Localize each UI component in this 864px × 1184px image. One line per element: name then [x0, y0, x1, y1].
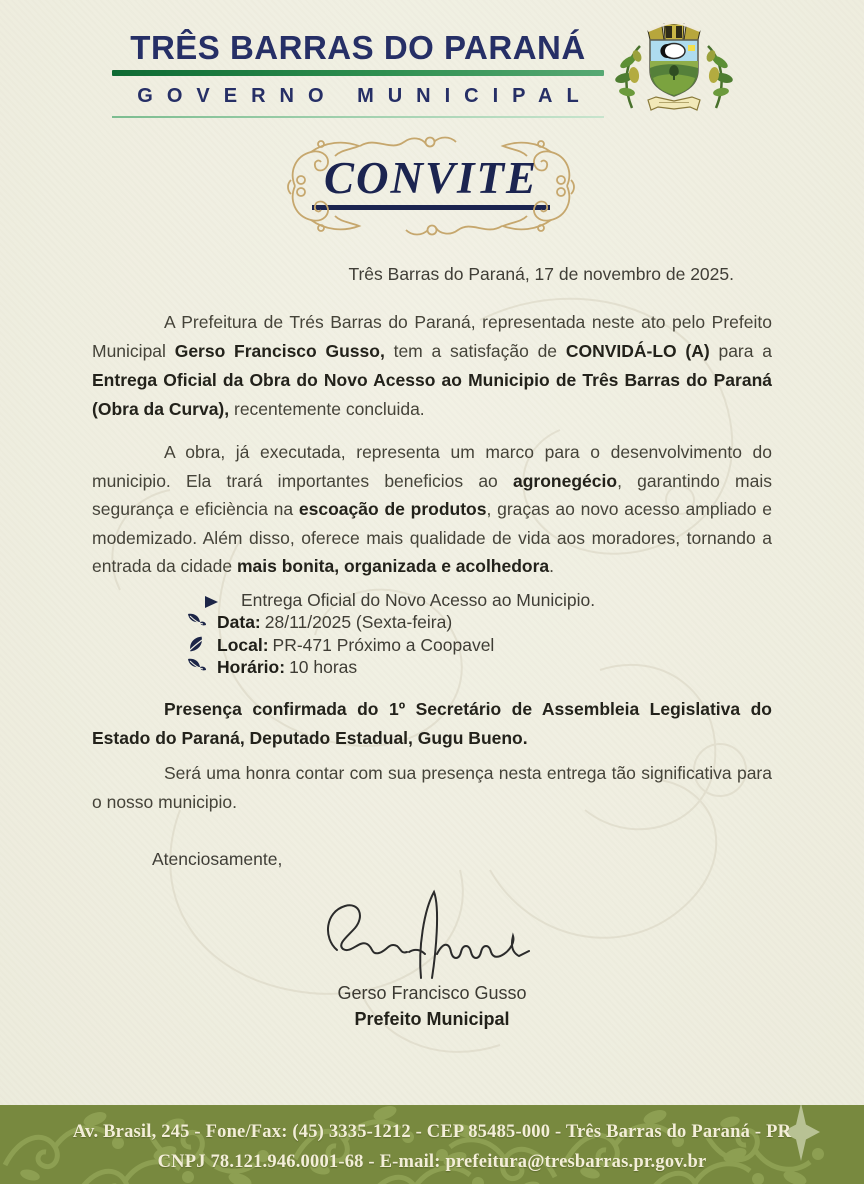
- list-item-text: PR-471 Próximo a Coopavel: [272, 634, 495, 655]
- event-details-list: [92, 589, 772, 679]
- paragraph-presenca: Presença confirmada do 1º Secretário de Assembleia Legislativa do Estado do Paraná, Deputado Estadual, Gugu Bueno.: [92, 698, 772, 748]
- letter-body: [92, 300, 772, 1032]
- list-item-label: Data:: [217, 612, 261, 632]
- shield: [650, 40, 698, 96]
- paragraph-honra: Será uma honra contar com sua presença nesta entrega tão significativa para o nosso municipio.: [92, 762, 772, 812]
- footer-line-address: Av. Brasil, 245 - Fone/Fax: (45) 3335-1212 - CEP 85485-000 - Três Barras do Paraná - PR: [72, 1122, 792, 1142]
- arrow-bullet-icon: [205, 591, 231, 609]
- leaf-bullet-icon: [187, 658, 213, 676]
- paragraph-obra: A obra, já executada, representa um marco para o desenvolvimento do municipio. Ela trará importantes beneficios ao agronegécio, garantindo mais segurança e eficiència na escoação de produtos, graças ao novo acesso ampliado e modemizado. Além disso, oferece mais qualidade de vida aos moradores, tornando a entrada da cidade mais bonita, organizada e acolhedora.: [92, 442, 773, 576]
- header: [112, 30, 604, 118]
- signature-block: [92, 880, 772, 1032]
- government-subtitle: GOVERNO MUNICIPAL: [137, 85, 593, 107]
- list-item-horario: [187, 656, 772, 679]
- signer-name: Gerso Francisco Gusso: [337, 982, 527, 1003]
- convite-title: CONVITE: [323, 153, 539, 203]
- leaf-bullet-icon: [187, 636, 213, 654]
- signer-title: Prefeito Municipal: [354, 1008, 510, 1029]
- list-item-data: [187, 611, 772, 634]
- list-item-entrega: [187, 589, 772, 612]
- leaf-bullet-icon: [187, 613, 213, 631]
- date-line: Três Barras do Paraná, 17 de novembro de 2025.: [348, 264, 734, 284]
- list-item-text: Entrega Oficial do Novo Acesso ao Municipio.: [241, 589, 596, 610]
- list-item-text: 28/11/2025 (Sexta-feira): [264, 612, 453, 632]
- closing-salutation: Atenciosamente,: [152, 848, 283, 869]
- convite-banner: [285, 134, 577, 238]
- list-item-label: Local:: [217, 634, 269, 655]
- paragraph-intro: A Prefeitura de Trés Barras do Paraná, representada neste ato pelo Prefeito Municipal Gerso Francisco Gusso, tem a satisfação de CONVIDÁ-LO (A) para a Entrega Oficial da Obra do Novo Acesso ao Municipio de Três Barras do Paraná (Obra da Curva), recentemente concluida.: [92, 312, 772, 419]
- list-item-text: 10 horas: [289, 657, 358, 677]
- handwritten-signature-icon: [297, 880, 567, 980]
- list-item-label: Horário:: [217, 657, 286, 677]
- municipal-coat-of-arms-icon: [604, 18, 744, 114]
- green-divider-bar: [112, 70, 604, 76]
- thin-green-divider: [112, 116, 604, 118]
- right-stalk: [705, 46, 734, 108]
- left-stalk: [614, 46, 643, 108]
- list-item-local: [187, 634, 772, 657]
- banner-scroll: [648, 97, 700, 110]
- municipality-title: TRÊS BARRAS DO PARANÁ: [130, 29, 586, 66]
- footer-line-cnpj-email: CNPJ 78.121.946.0001-68 - E-mail: prefeitura@tresbarras.pr.gov.br: [157, 1152, 707, 1172]
- footer-band: [0, 1105, 864, 1184]
- footer-contact: [0, 1105, 864, 1177]
